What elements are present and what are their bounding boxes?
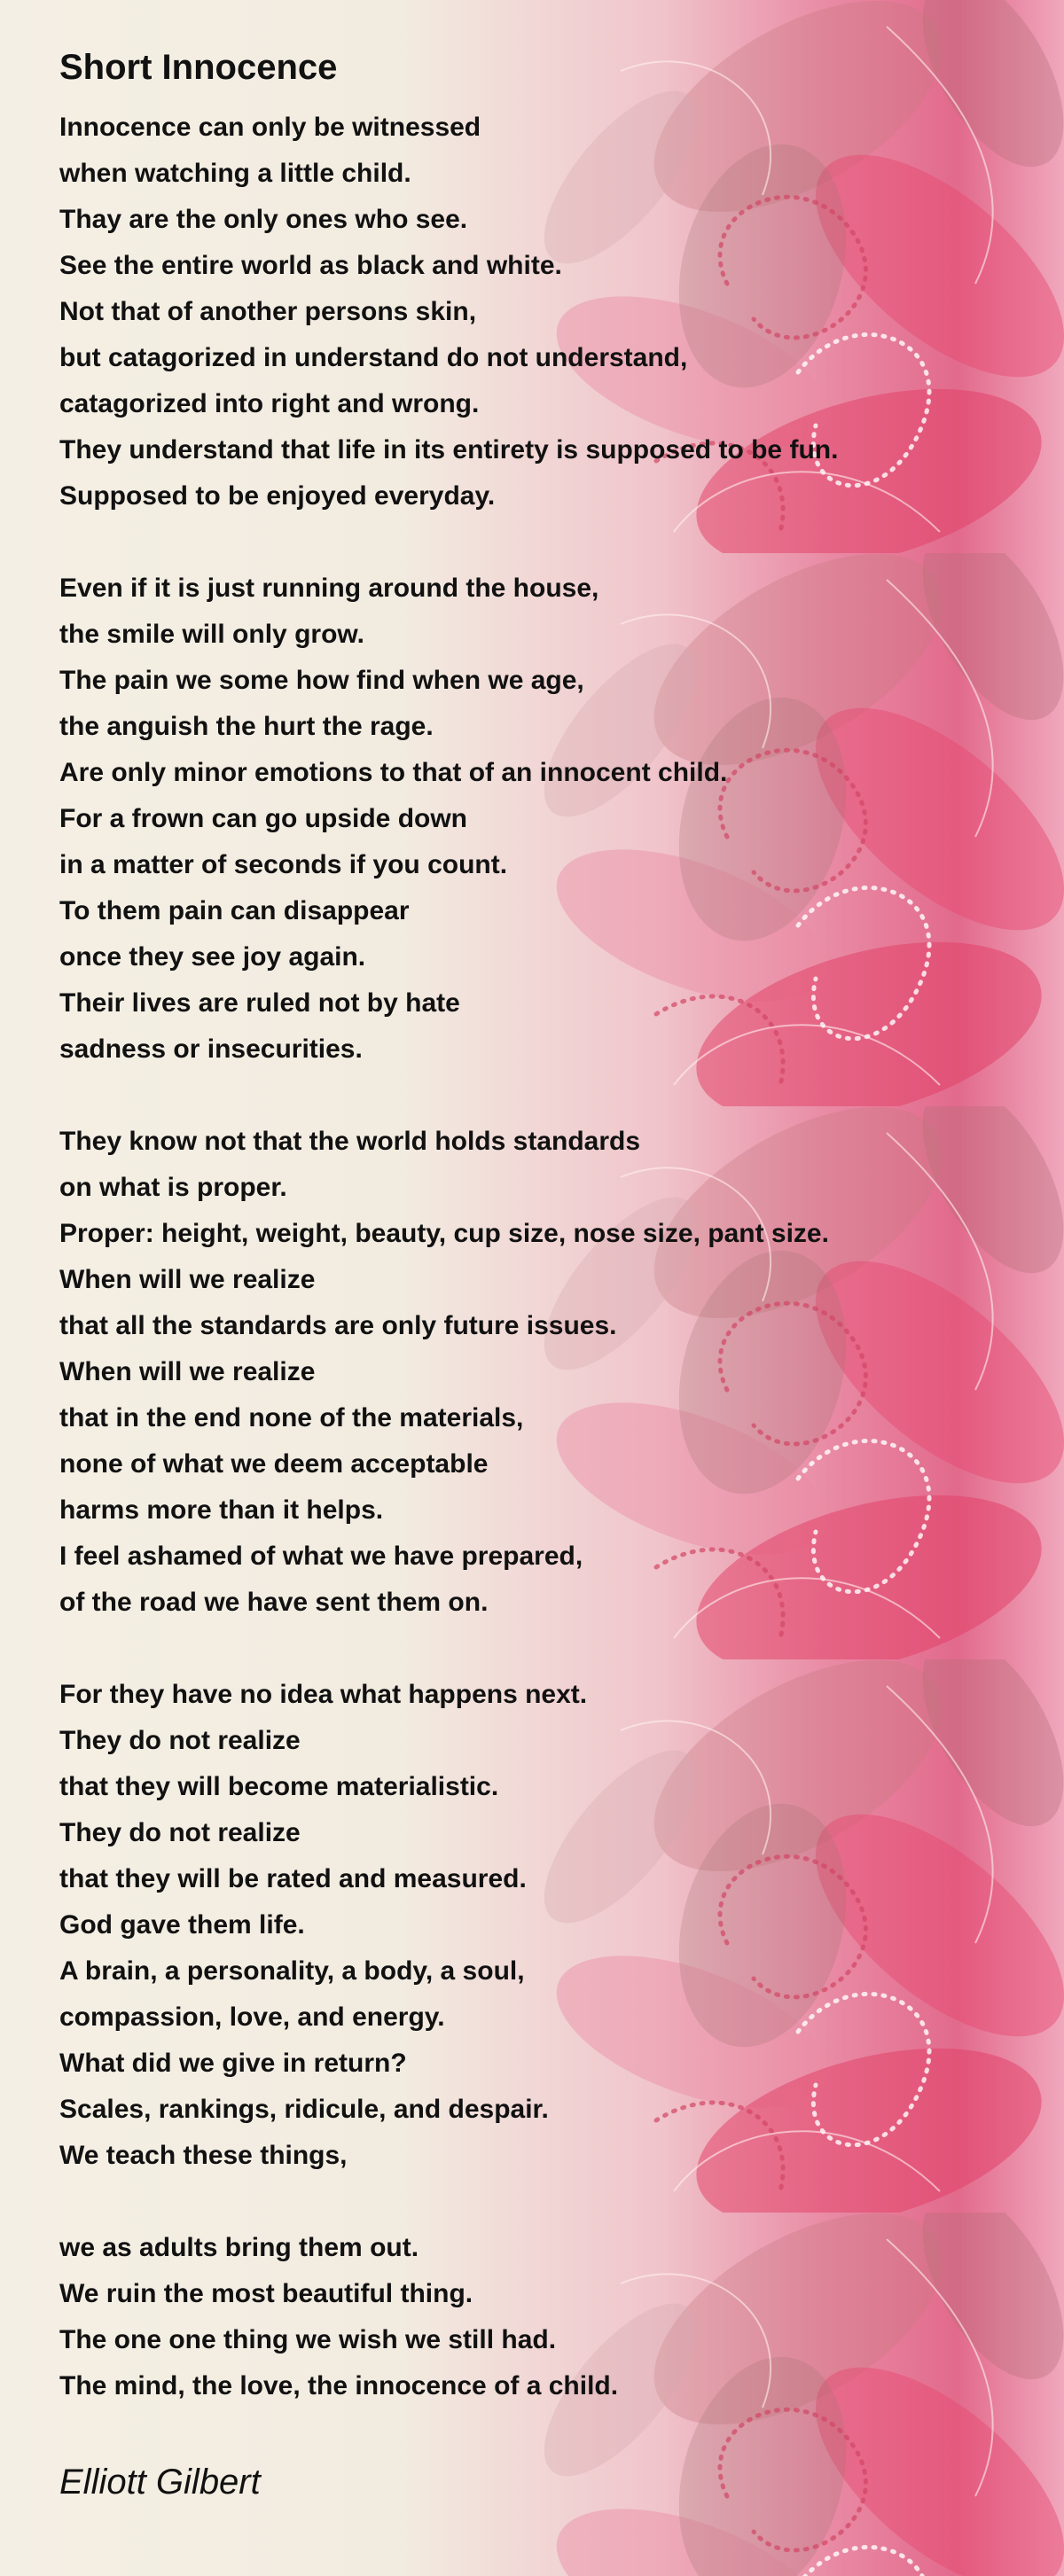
poem-line: Their lives are ruled not by hate xyxy=(59,988,460,1018)
stanza xyxy=(59,2225,1017,2409)
poem-body xyxy=(59,105,1017,2409)
poem-author: Elliott Gilbert xyxy=(59,2463,261,2502)
poem-line: Are only minor emotions to that of an innocent child. xyxy=(59,758,728,787)
poem-line: For a frown can go upside down xyxy=(59,804,468,833)
stanza-break xyxy=(59,1626,1017,1672)
poem-title: Short Innocence xyxy=(59,48,338,87)
poem xyxy=(59,35,1017,2509)
poem-line: that they will be rated and measured. xyxy=(59,1864,527,1893)
poem-line: For they have no idea what happens next. xyxy=(59,1680,588,1709)
poem-line: the smile will only grow. xyxy=(59,620,364,649)
poem-line: that all the standards are only future issues. xyxy=(59,1311,617,1340)
poem-line: They understand that life in its entirety is supposed to be fun. xyxy=(59,435,839,464)
poem-line: catagorized into right and wrong. xyxy=(59,389,480,418)
poem-line: when watching a little child. xyxy=(59,159,411,188)
stanza-break xyxy=(59,1073,1017,1119)
poem-line: The mind, the love, the innocence of a child. xyxy=(59,2371,619,2400)
poem-line: harms more than it helps. xyxy=(59,1495,384,1525)
poem-line: Not that of another persons skin, xyxy=(59,297,477,326)
stanza xyxy=(59,566,1017,1073)
poem-line: They know not that the world holds standards xyxy=(59,1127,641,1156)
poem-line: To them pain can disappear xyxy=(59,896,410,925)
poem-line: Even if it is just running around the house, xyxy=(59,574,599,603)
stanza xyxy=(59,105,1017,519)
poem-line: They do not realize xyxy=(59,1726,301,1755)
poem-line: compassion, love, and energy. xyxy=(59,2002,445,2032)
poem-line: We teach these things, xyxy=(59,2141,348,2170)
poem-line: we as adults bring them out. xyxy=(59,2233,419,2262)
poem-line: in a matter of seconds if you count. xyxy=(59,850,508,879)
poem-line: I feel ashamed of what we have prepared, xyxy=(59,1542,583,1571)
poem-line: on what is proper. xyxy=(59,1173,287,1202)
poem-line: Supposed to be enjoyed everyday. xyxy=(59,481,496,511)
stanza xyxy=(59,1672,1017,2179)
poem-line: that in the end none of the materials, xyxy=(59,1403,524,1432)
poem-line: Proper: height, weight, beauty, cup size, nose size, pant size. xyxy=(59,1219,829,1248)
poem-line: of the road we have sent them on. xyxy=(59,1588,489,1617)
poem-line: but catagorized in understand do not understand, xyxy=(59,343,688,372)
poem-line: the anguish the hurt the rage. xyxy=(59,712,434,741)
poem-line: Innocence can only be witnessed xyxy=(59,113,481,142)
poem-line: When will we realize xyxy=(59,1357,316,1386)
poem-line: See the entire world as black and white. xyxy=(59,251,562,280)
poem-line: When will we realize xyxy=(59,1265,316,1294)
stanza-break xyxy=(59,519,1017,566)
poem-line: once they see joy again. xyxy=(59,942,366,972)
stanza xyxy=(59,1119,1017,1626)
poem-line: Thay are the only ones who see. xyxy=(59,205,468,234)
poem-line: Scales, rankings, ridicule, and despair. xyxy=(59,2095,549,2124)
poem-line: God gave them life. xyxy=(59,1910,305,1940)
poem-line: sadness or insecurities. xyxy=(59,1034,363,1064)
poem-line: They do not realize xyxy=(59,1818,301,1847)
poem-line: The one one thing we wish we still had. xyxy=(59,2325,557,2354)
poem-line: A brain, a personality, a body, a soul, xyxy=(59,1956,525,1986)
poem-line: The pain we some how find when we age, xyxy=(59,666,584,695)
poem-line: We ruin the most beautiful thing. xyxy=(59,2279,473,2308)
poem-line: that they will become materialistic. xyxy=(59,1772,499,1801)
poem-line: What did we give in return? xyxy=(59,2049,407,2078)
stanza-break xyxy=(59,2179,1017,2225)
poem-line: none of what we deem acceptable xyxy=(59,1449,489,1479)
